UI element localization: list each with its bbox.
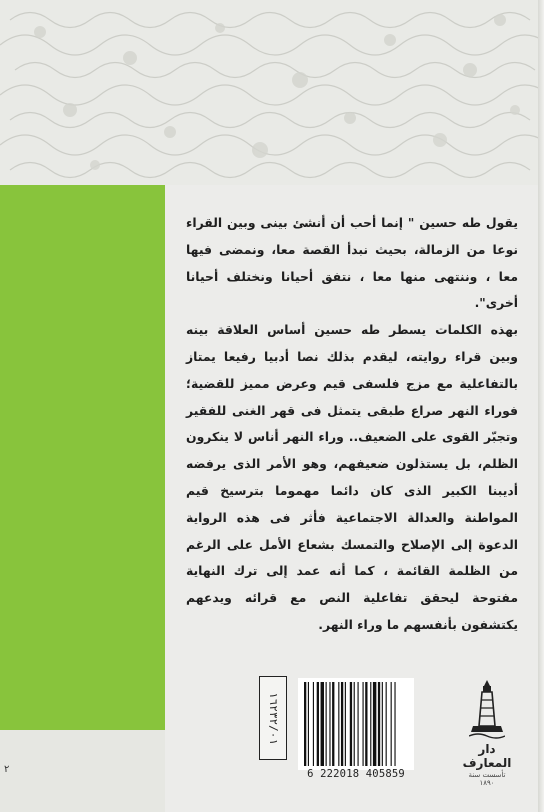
publisher-logo — [462, 678, 512, 787]
lighthouse-icon — [469, 678, 505, 740]
barcode-number: 6 222018 405859 — [307, 768, 405, 780]
decorative-pattern — [0, 0, 544, 185]
cover-edge — [538, 0, 544, 812]
corner-mark: ٢ — [4, 764, 10, 775]
lower-band — [0, 730, 165, 812]
blurb-paragraph-1: يقول طه حسين " إنما أحب أن أنشئ بينى وبين القراء نوعا من الزمالة، بحيث نبدأ القصة معا، ونمضى فيها معا ، وننتهى منها معا ، نتفق أحيانا ونختلف أحيانا أخرى". — [186, 215, 518, 311]
green-color-band — [0, 185, 165, 730]
publisher-established: تأسست سنة ١٨٩٠ — [468, 771, 506, 787]
deposit-number: ١٦٢٣٢/٠١ — [266, 691, 280, 745]
blurb-paragraph-2: بهذه الكلمات يسطر طه حسين أساس العلاقة بينه وبين قراء روايته، ليقدم بذلك نصا أدبيا رفيعا يمتاز بالتفاعلية مع مزج فلسفى قيم وعرض مميز للقضية؛فوراء النهر صراع طبقى يتمثل فى قهر الغنى للفقير وتجبّر القوى على الضعيف.. وراء النهر أناس لا ينكرون الظلم، بل يستذلون ضعيفهم، وهو الأمر الذى يرفضه أديبنا الكبير الذى كان دائما مهموما بترسيخ قيم المواطنة والعدالة الاجتماعية فأثر فى هذه الرواية الدعوة إلى الإصلاح والتمسك بشعاع الأمل على الرغم من الظلمة القائمة ، كما أنه عمد إلى ترك النهاية مفتوحة ليحقق تفاعلية النص مع قرائه ويدعهم يكتشفون بأنفسهم ما وراء النهر. — [186, 322, 518, 632]
back-cover-blurb — [186, 210, 518, 639]
deposit-number-box — [259, 676, 287, 760]
publisher-name: دار المعارف — [462, 742, 512, 770]
barcode-icon — [298, 678, 414, 770]
